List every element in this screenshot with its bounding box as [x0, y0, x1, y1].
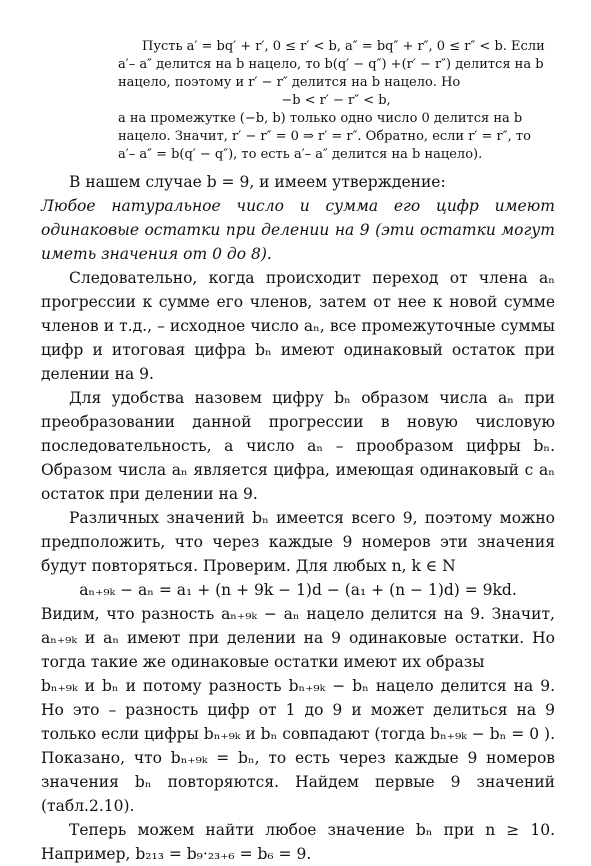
lemma-inequality: −b < r′ − r″ < b,: [281, 93, 391, 108]
formula-difference: aₙ₊₉ₖ − aₙ = a₁ + (n + 9k − 1)d − (a₁ + (n − 1)d) = 9kd.: [79, 581, 517, 599]
lemma-line-7: a′– a″ = b(q′ − q″), то есть a′– a″ делится на b нацело).: [118, 147, 483, 162]
statement-italic: Любое натуральное число и сумма его цифр имеют одинаковые остатки при делении на 9 (эти остатки могут иметь значения от 0 до 8).: [41, 197, 555, 263]
paragraph-divisibility: Видим, что разность aₙ₊₉ₖ − aₙ нацело делится на 9. Значит, aₙ₊₉ₖ и aₙ имеют при делении на 9 одинаковые остатки. Но тогда такие же одинаковые остатки имеют их образы: [41, 605, 555, 671]
lemma-line-2: a′– a″ делится на b нацело, то b(q′ − q″) +(r′ − r″) делится на b: [118, 57, 544, 72]
lemma-line-1: Пусть a′ = bq′ + r′, 0 ≤ r′ < b, a″ = bq″ + r″, 0 ≤ r″ < b. Если: [142, 39, 545, 54]
paragraph-digits: bₙ₊₉ₖ и bₙ и потому разность bₙ₊₉ₖ − bₙ нацело делится на 9. Но это – разность цифр от 1 до 9 и может делиться на 9 только если цифры bₙ₊₉ₖ и bₙ совпадают (тогда bₙ₊₉ₖ − bₙ = 0 ). Показано, что bₙ₊₉ₖ = bₙ, то есть через каждые 9 номеров значения bₙ повторяются. Найдем первые 9 значений (табл.2.10).: [41, 677, 555, 815]
lemma-line-5: а на промежутке (−b, b) только одно число 0 делится на b: [118, 111, 523, 126]
main-text: [41, 170, 555, 866]
lemma-line-3: нацело, поэтому и r′ − r″ делится на b нацело. Но: [118, 75, 461, 90]
paragraph-periodicity: Различных значений bₙ имеется всего 9, поэтому можно предположить, что через каждые 9 номеров эти значения будут повторяться. Проверим. Для любых n, k ∈ N: [41, 509, 555, 575]
paragraph-example: Теперь можем найти любое значение bₙ при n ≥ 10. Например, b₂₁₃ = b₉·₂₃₊₆ = b₆ = 9.: [41, 821, 555, 863]
lemma-line-6: нацело. Значит, r′ − r″ = 0 ⇒ r′ = r″. Обратно, если r′ = r″, то: [118, 129, 531, 144]
paragraph-image-definition: Для удобства назовем цифру bₙ образом числа aₙ при преобразовании данной прогрессии в новую числовую последовательность, а число aₙ – прообразом цифры bₙ. Образом числа aₙ является цифра, имеющая одинаковый с aₙ остаток при делении на 9.: [41, 389, 555, 503]
paragraph-case-b9: В нашем случае b = 9, и имеем утверждение:: [69, 173, 446, 191]
lemma-proof-block: [118, 38, 554, 164]
paragraph-consequence: Следовательно, когда происходит переход от члена aₙ прогрессии к сумме его членов, затем от нее к новой сумме членов и т.д., – исходное число aₙ, все промежуточные суммы цифр и итоговая цифра bₙ имеют одинаковый остаток при делении на 9.: [41, 269, 555, 383]
